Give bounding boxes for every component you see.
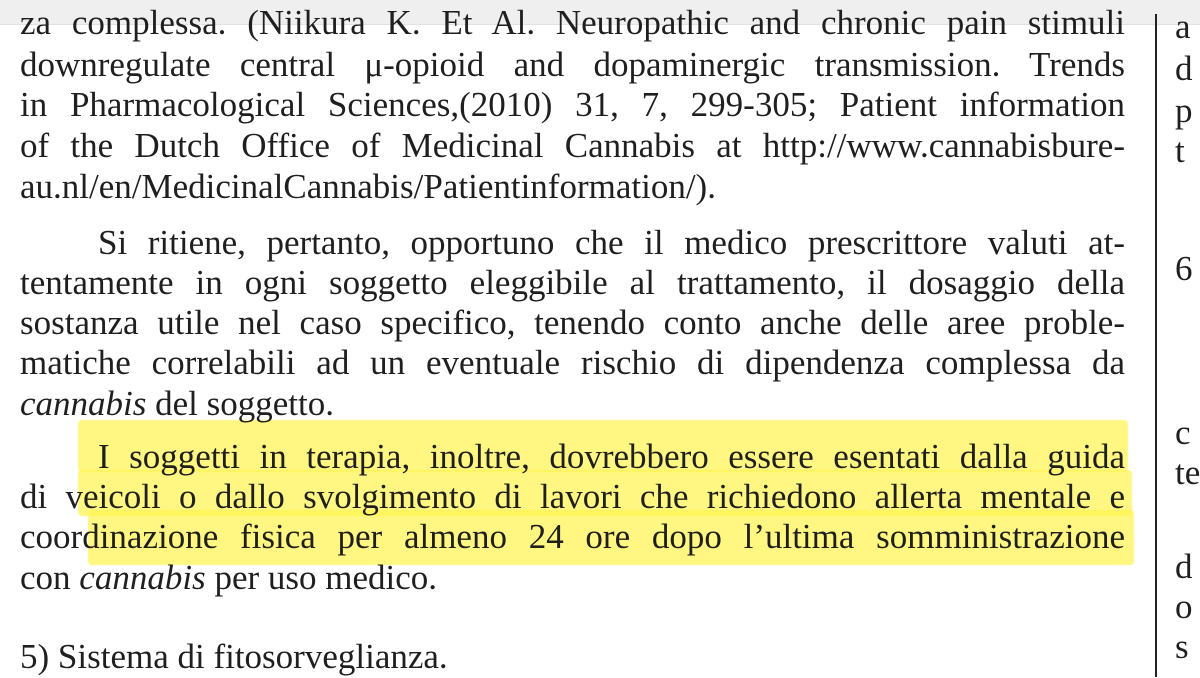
right-column-text: o	[1175, 587, 1193, 626]
italic-term: cannabis	[20, 384, 147, 423]
highlighted-text-line: di veicoli o dallo svolgimento di lavori che richiedono allerta mentale e	[20, 477, 1125, 516]
right-column-text: te	[1175, 453, 1200, 492]
highlighted-text-line: I soggetti in terapia, inoltre, dovrebbero essere esentati dalla guida	[98, 437, 1125, 476]
text-line: za complessa. (Niikura K. Et Al. Neuropathic and chronic pain stimuli	[20, 3, 1125, 42]
right-column-text: t	[1175, 131, 1185, 170]
right-column-text: c	[1175, 413, 1191, 452]
text-line: sostanza utile nel caso specifico, tenendo conto anche delle aree proble-	[20, 303, 1125, 342]
text-line: in Pharmacological Sciences,(2010) 31, 7, 299-305; Patient information	[20, 85, 1125, 124]
text-span: del soggetto.	[146, 384, 335, 423]
right-column-text: d	[1175, 49, 1193, 88]
section-heading: 5) Sistema di fitosorveglianza.	[20, 637, 448, 676]
text-line	[20, 557, 437, 599]
right-column-text: a	[1175, 7, 1191, 46]
italic-term: cannabis	[79, 558, 206, 597]
right-column-text: p	[1175, 91, 1193, 130]
text-span: per uso medico.	[205, 558, 438, 597]
highlighted-text-line: coordinazione fisica per almeno 24 ore dopo l’ultima somministrazione	[20, 517, 1125, 556]
text-line: of the Dutch Office of Medicinal Cannabis at http://www.cannabisbure-	[20, 126, 1125, 165]
text-line	[20, 383, 334, 425]
text-line: downregulate central μ-opioid and dopaminergic transmission. Trends	[20, 45, 1125, 84]
text-line: Si ritiene, pertanto, opportuno che il medico prescrittore valuti at-	[98, 223, 1125, 262]
text-line: au.nl/en/MedicinalCannabis/Patientinformation/).	[20, 167, 716, 206]
column-divider	[1155, 14, 1157, 677]
right-column-text: 6	[1175, 249, 1193, 288]
text-line: tentamente in ogni soggetto eleggibile al trattamento, il dosaggio della	[20, 263, 1125, 302]
right-column-text: s	[1175, 627, 1189, 666]
right-column-text: d	[1175, 547, 1193, 586]
text-span: con	[20, 558, 80, 597]
text-line: matiche correlabili ad un eventuale rischio di dipendenza complessa da	[20, 343, 1125, 382]
